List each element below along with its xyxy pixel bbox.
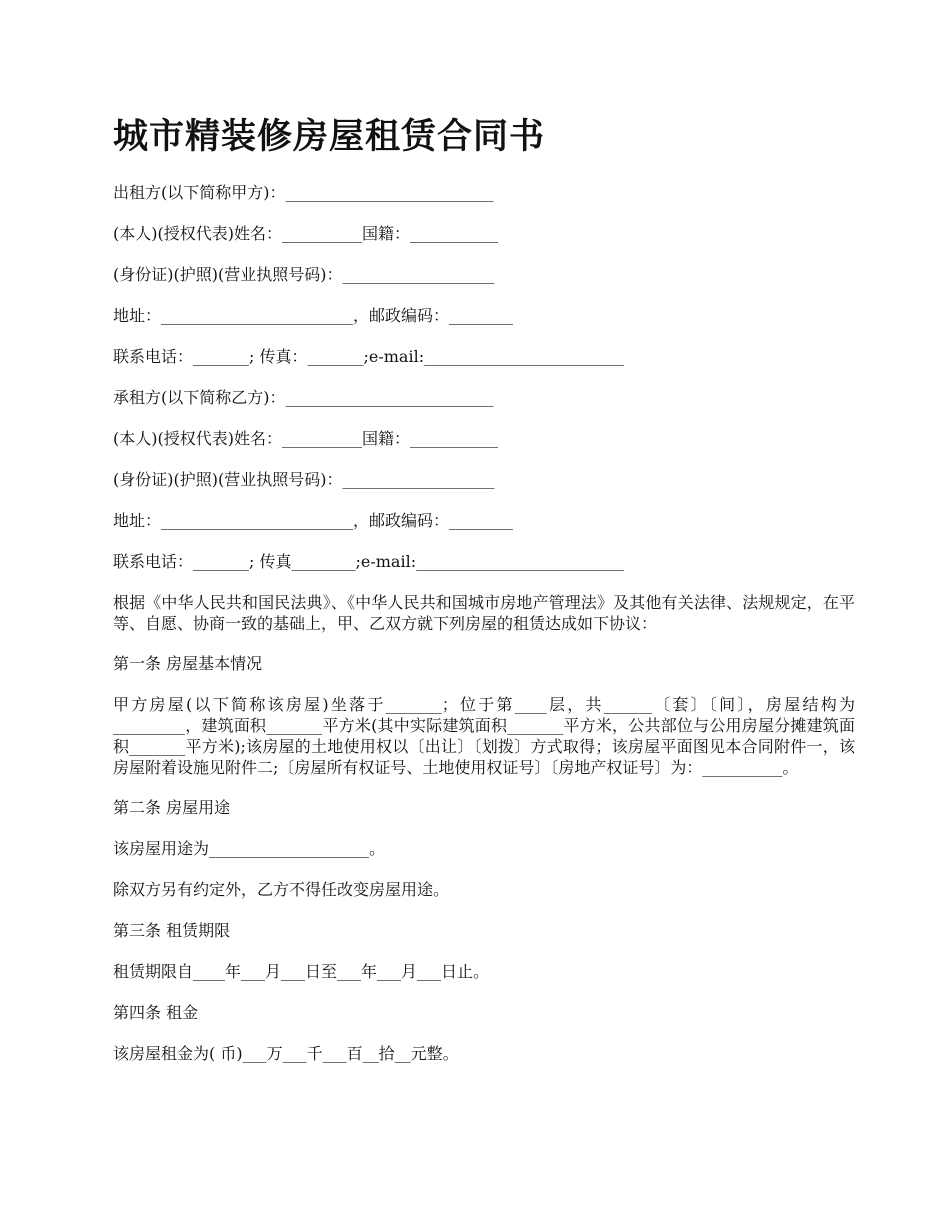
document-title: 城市精装修房屋租赁合同书 — [113, 117, 546, 157]
lessee-name-nationality: (本人)(授权代表)姓名：__________国籍：___________ — [113, 429, 498, 448]
preamble: 根据《中华人民共和国民法典》、《中华人民共和国城市房地产管理法》及其他有关法律、法规规定，在平等、自愿、协商一致的基础上，甲、乙双方就下列房屋的租赁达成如下协议： — [113, 593, 855, 633]
article-3-heading: 第三条 租赁期限 — [113, 921, 231, 940]
lessor-address: 地址：________________________，邮政编码：________ — [113, 306, 514, 325]
article-3-paragraph: 租赁期限自____年___月___日至___年___月___日止。 — [113, 962, 490, 981]
lessor-id-number: (身份证)(护照)(营业执照号码)：___________________ — [113, 265, 495, 284]
lessee-heading: 承租方(以下简称乙方)：__________________________ — [113, 388, 494, 407]
contract-document — [113, 112, 855, 1084]
lessee-contact: 联系电话：_______; 传真________;e-mail:__________________________ — [113, 552, 625, 571]
article-1-heading: 第一条 房屋基本情况 — [113, 654, 263, 673]
article-4-heading: 第四条 租金 — [113, 1003, 199, 1022]
lessee-id-number: (身份证)(护照)(营业执照号码)：___________________ — [113, 470, 495, 489]
article-1-paragraph: 甲方房屋(以下简称该房屋)坐落于_______；位于第____层，共______〔套〕〔间〕，房屋结构为_________，建筑面积_______平方米(其中实际建筑面积_______平方米，公共部位与公用房屋分摊建筑面积_______平方米);该房屋的土地使用权以〔出让〕〔划拨〕方式取得；该房屋平面图见本合同附件一，该房屋附着设施见附件二;〔房屋所有权证号、土地使用权证号〕〔房地产权证号〕为：__________。 — [113, 695, 855, 777]
article-4-paragraph: 该房屋租金为( 币)___万___千___百__拾__元整。 — [113, 1044, 459, 1063]
article-2-paragraph-1: 该房屋用途为____________________。 — [113, 839, 386, 858]
lessor-contact: 联系电话：_______; 传真：_______;e-mail:_________________________ — [113, 347, 625, 366]
lessor-name-nationality: (本人)(授权代表)姓名：__________国籍：___________ — [113, 224, 498, 243]
article-2-heading: 第二条 房屋用途 — [113, 798, 231, 817]
article-2-paragraph-2: 除双方另有约定外，乙方不得任改变房屋用途。 — [113, 880, 450, 899]
lessor-heading: 出租方(以下简称甲方)：__________________________ — [113, 183, 494, 202]
lessee-address: 地址：________________________，邮政编码：________ — [113, 511, 514, 530]
